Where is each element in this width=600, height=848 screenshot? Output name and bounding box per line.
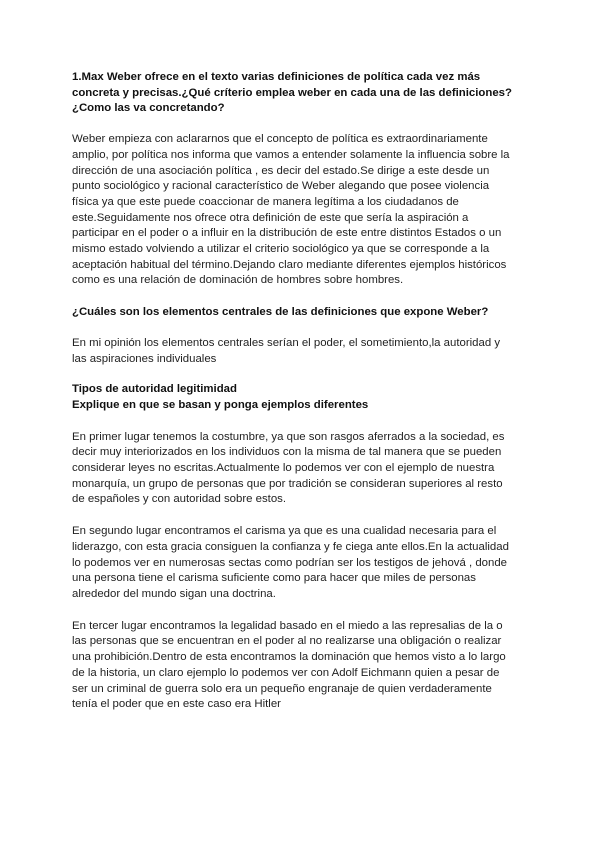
- question-3-line-1: Tipos de autoridad legitimidad: [72, 383, 237, 396]
- question-2-heading: ¿Cuáles son los elementos centrales de las definiciones que expone Weber?: [72, 306, 489, 319]
- paragraph-carisma: En segundo lugar encontramos el carisma ya que es una cualidad necesaria para el liderazgo, con esta gracia consiguen la confianza y fe ciega ante ellos.En la actualidad lo podemos ver en numerosas sectas como podrían ser los testigos de jehová , donde una persona tiene el carisma suficiente como para hacer que miles de personas alrededor del mundo sigan una doctrina.: [72, 525, 509, 600]
- question-3-heading: [72, 382, 514, 413]
- paragraph-costumbre: En primer lugar tenemos la costumbre, ya que son rasgos aferrados a la sociedad, es decir muy interiorizados en los individuos con la misma de tal manera que se pueden considerar leyes no escritas.Actualmente lo podemos ver con el ejemplo de nuestra monarquía, un grupo de personas que por tradición se consideran superiores al resto de españoles y con autoridad sobre estos.: [72, 430, 505, 506]
- answer-2-paragraph: En mi opinión los elementos centrales serían el poder, el sometimiento,la autoridad y las aspiraciones individuales: [72, 336, 501, 365]
- question-3-line-2: Explique en que se basan y ponga ejemplos diferentes: [72, 398, 369, 411]
- answer-1-paragraph: Weber empieza con aclararnos que el concepto de política es extraordinariamente amplio, por política nos informa que vamos a entender solamente la influencia sobre la dirección de una asociación política , es decir del estado.Se dirige a este desde un punto sociológico y racional característico de Weber alegando que posee violencia física ya que este puede coaccionar de manera legítima a los ciudadanos de este.Seguidamente nos ofrece otra definición de este que sería la aspiración a participar en el poder o a influir en la distribución de este entre distintos Estados o un mismo estado volviendo a utilizar el criterio sociológico ya que se corresponde a la aceptación habitual del término.Dejando claro mediante diferentes ejemplos históricos como es una relación de dominación de hombres sobre hombres.: [72, 133, 510, 287]
- paragraph-legalidad: En tercer lugar encontramos la legalidad basado en el miedo a las represalias de la o las personas que se encuentran en el poder al no realizarse una obligación o realizar una prohibición.Dentro de esta encontramos la dominación que hemos visto a lo largo de la historia, un claro ejemplo lo podemos ver con Adolf Eichmann quien a pesar de ser un criminal de guerra solo era un pequeño engranaje de quien verdaderamente tenía el poder que en este caso era Hitler: [72, 619, 506, 711]
- question-1-heading: 1.Max Weber ofrece en el texto varias definiciones de política cada vez más concreta y precisas.¿Qué críterio emplea weber en cada una de las definiciones?¿Como las va concretando?: [72, 71, 512, 115]
